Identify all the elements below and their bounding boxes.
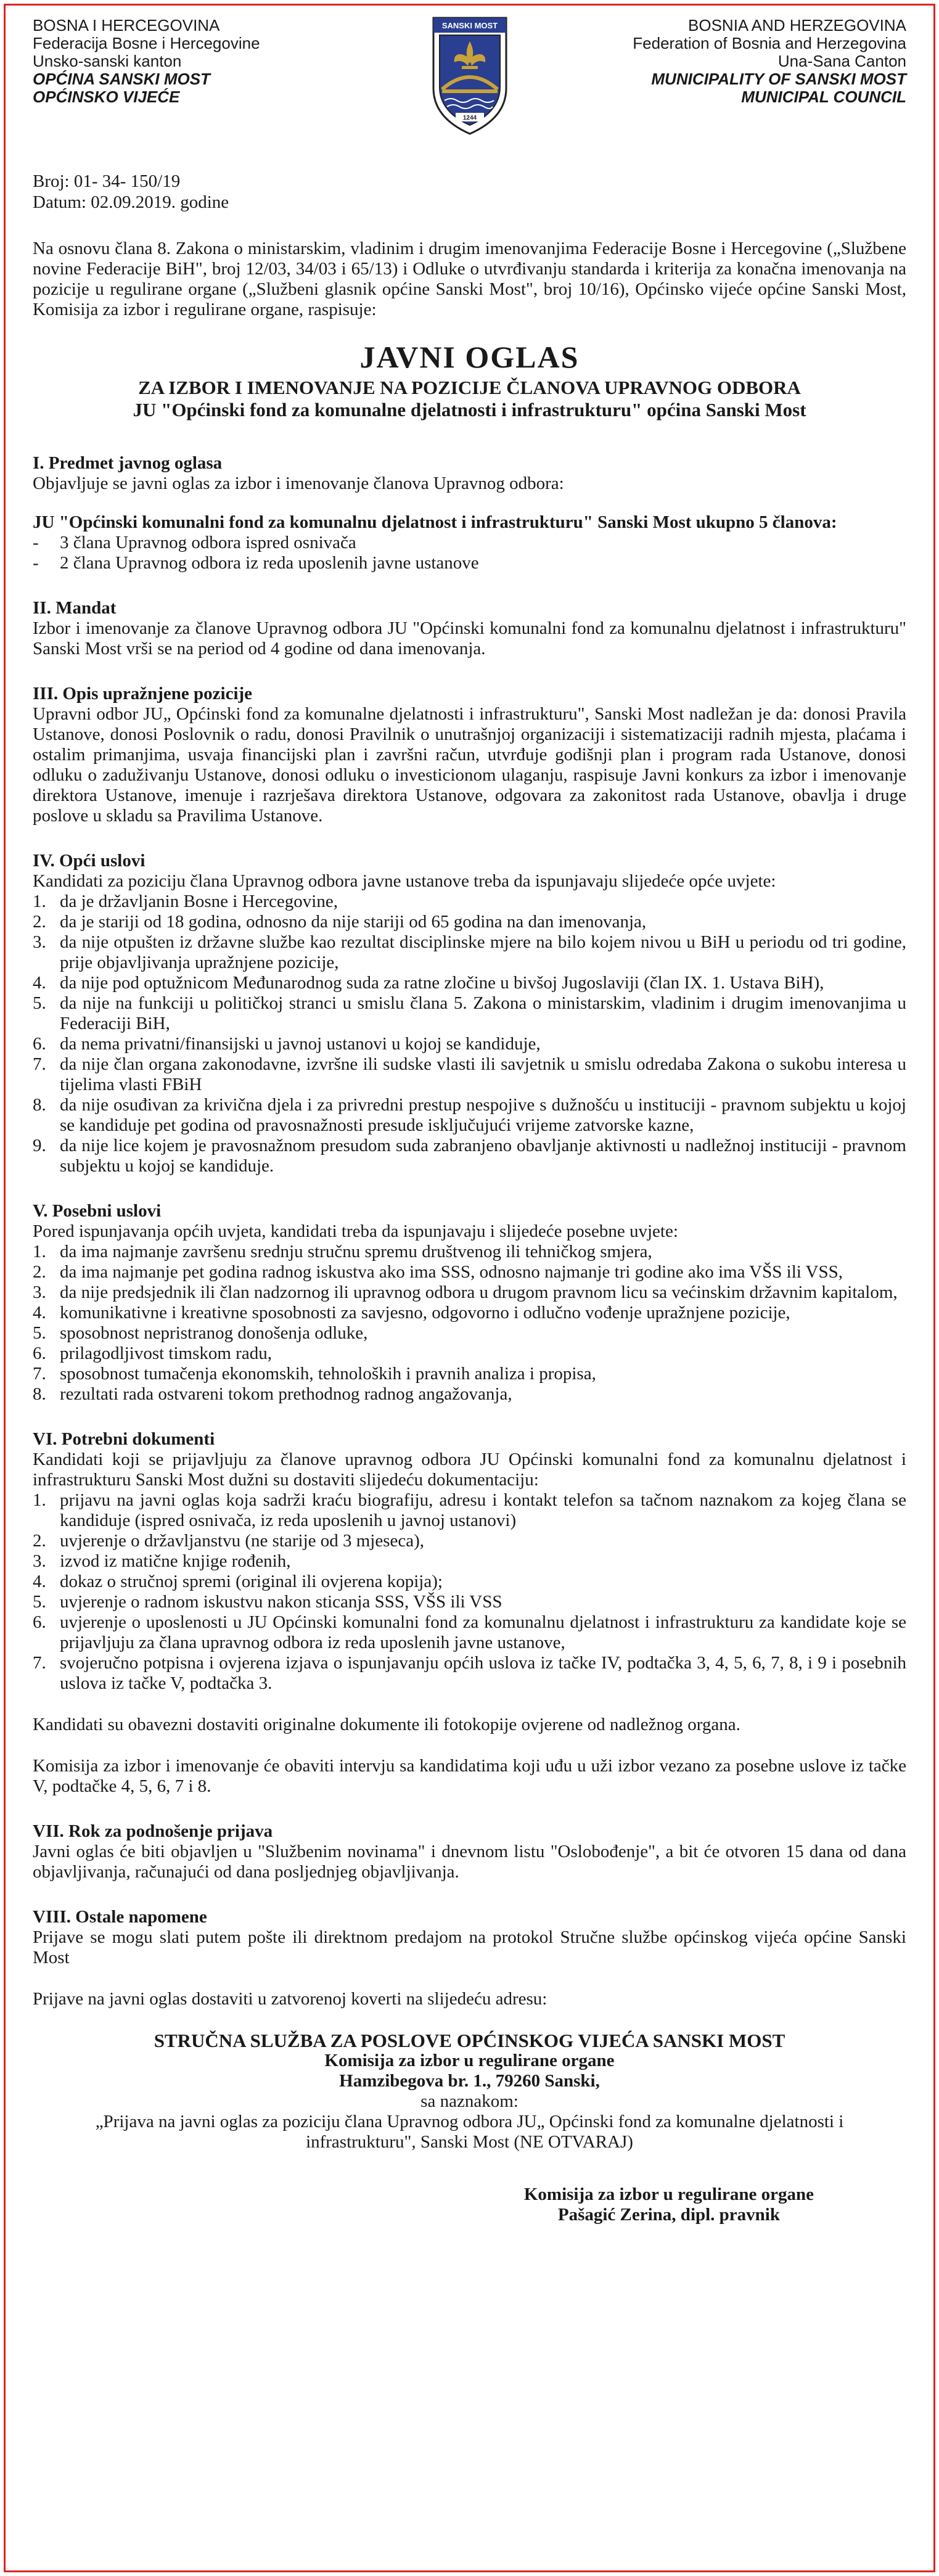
signatory-name: Pašagić Zerina, dipl. pravnik xyxy=(557,2205,780,2225)
list-item: 5. da nije na funkciji u političkoj stranci u smislu člana 5. Zakona o ministarskim, vladinim i drugim imenovanjima u Federaciji BiH, xyxy=(33,993,906,1033)
section-required-documents xyxy=(33,1429,906,1797)
list-item: 1. prijavu na javni oglas koja sadrži kraću biografiju, adresu i kontakt telefon sa tačnom naznakom za kojeg člana se kandiduje (ispred osnivača, iz reda uposlenih u javnoj ustanovi) xyxy=(33,1490,906,1530)
list-item: 5. sposobnost nepristranog donošenja odluke, xyxy=(33,1323,368,1343)
address-commission: Komisija za izbor u regulirane organe xyxy=(324,2051,615,2070)
address-note-label: sa naznakom: xyxy=(420,2091,519,2111)
list-item: 4. da nije pod optužnicom Međunarodnog suda za ratne zločine u bivšoj Jugoslaviji (član IX. 1. Ustava BiH), xyxy=(33,973,824,993)
section-heading: IV. Opći uslovi xyxy=(33,851,146,871)
svg-text:1244: 1244 xyxy=(462,115,477,121)
title-subtitle-2: JU "Općinski fond za komunalne djelatnosti i infrastrukturu" općina Sanski Most xyxy=(133,399,806,420)
section-special-conditions xyxy=(33,1201,906,1405)
legal-basis-paragraph: Na osnovu člana 8. Zakona o ministarskim, vladinim i drugim imenovanjima Federacije Bosne i Hercegovine („Službene novine Federacije BiH", broj 12/03, 34/03 i 65/13) i Odluke o utvrđivanju standarda i kriterija za konačna imenovanja na pozicije u regulirane organe („Službeni glasnik općine Sanski Most", broj 10/16), Općinsko vijeće općine Sanski Most, Komisija za izbor i regulirane organe, raspisuje: xyxy=(33,239,906,319)
signatory-body: Komisija za izbor u regulirane organe xyxy=(523,2184,814,2204)
section-other-notes xyxy=(33,1907,906,2009)
general-conditions-list xyxy=(33,892,906,1176)
section-position-description xyxy=(33,684,906,826)
address-street: Hamzibegova br. 1., 79260 Sanski, xyxy=(339,2071,600,2091)
list-item: 6. uvjerenje o uposlenosti u JU Općinski komunalni fond za komunalnu djelatnost i infrastrukturu za kandidate koje se prijavljuju za člana upravnog odbora iz reda uposlenih javne ustanove, xyxy=(33,1612,906,1652)
reference-number: Broj: 01- 34- 150/19 xyxy=(33,171,181,191)
list-item: 1. da je državljanin Bosne i Hercegovine, xyxy=(33,892,338,911)
municipality-name-en: MUNICIPALITY OF SANSKI MOST xyxy=(651,70,906,88)
section-text: Javni oglas će biti objavljen u "Službenim novinama" i dnevnom listu "Oslobođenje", a bit će otvoren 15 dana od dana objavljivanja, računajući od dana posljednjeg objavljivanja. xyxy=(33,1842,906,1882)
country-name-en: BOSNIA AND HERZEGOVINA xyxy=(688,16,906,35)
list-item: 7. sposobnost tumačenja ekonomskih, tehnoloških i pravnih analiza i propisa, xyxy=(33,1364,596,1384)
section-general-conditions xyxy=(33,851,906,1176)
section-heading: VI. Potrebni dokumenti xyxy=(33,1429,215,1449)
delivery-address xyxy=(33,2030,906,2152)
list-item: 4. dokaz o stručnoj spremi (original ili ovjerena kopija); xyxy=(33,1572,443,1591)
title-subtitle-1: ZA IZBOR I IMENOVANJE NA POZICIJE ČLANOVA UPRAVNOG ODBORA xyxy=(138,377,801,398)
document-meta xyxy=(33,171,906,213)
originals-note: Kandidati su obavezni dostaviti originalne dokumente ili fotokopije ovjerene od nadležnog organa. xyxy=(33,1715,740,1734)
announcement-title xyxy=(33,340,906,421)
address-envelope-label: „Prijava na javni oglas za poziciju člana Upravnog odbora JU„ Općinski fond za komunalne djelatnosti i infrastrukturu", Sanski Most (NE OTVARAJ) xyxy=(95,2112,844,2152)
list-item: 8. rezultati rada ostvareni tokom prethodnog radnog angažovanja, xyxy=(33,1384,512,1404)
section-text: Kandidati koji se prijavljuju za članove upravnog odbora JU Općinski komunalni fond za komunalnu djelatnost i infrastrukturu Sanski Most dužni su dostaviti slijedeću dokumentaciju: xyxy=(33,1450,906,1490)
section-heading: I. Predmet javnog oglasa xyxy=(33,453,223,473)
list-item: 9. da nije lice kojem je pravosnažnom presudom suda zabranjeno obavljanje aktivnosti u nadležnoj instituciji - pravnom subjektu u kojoj se kandiduje. xyxy=(33,1136,906,1176)
document-date: Datum: 02.09.2019. godine xyxy=(33,192,229,212)
list-item: 7. svojeručno potpisna i ovjerena izjava o ispunjavanju općih uslova iz tačke IV, podtačka 3, 4, 5, 6, 7, 8, i 9 i posebnih uslova iz tačke V, podtačka 3. xyxy=(33,1653,906,1693)
letterhead xyxy=(33,14,906,141)
list-item: 2. da ima najmanje pet godina radnog iskustva ako ima SSS, odnosno najmanje tri godine ako ima VŠS ili VSS, xyxy=(33,1262,843,1282)
letterhead-left xyxy=(33,17,260,106)
list-item: 2. da je stariji od 18 godina, odnosno da nije stariji od 65 godina na dan imenovanja, xyxy=(33,912,647,932)
section-mandate xyxy=(33,598,906,659)
list-item: 3. da nije predsjednik ili član nadzornog ili upravnog odbora u drugom pravnom licu sa većinskim državnim kapitalom, xyxy=(33,1282,898,1302)
section-text: Prijave se mogu slati putem pošte ili direktnom predajom na protokol Stručne službe općinskog vijeća općine Sanski Most xyxy=(33,1927,906,1967)
council-name-en: MUNICIPAL COUNCIL xyxy=(741,88,906,106)
member-list xyxy=(33,533,906,573)
municipal-crest-icon xyxy=(428,14,511,137)
svg-text:SANSKI MOST: SANSKI MOST xyxy=(441,21,498,30)
section-text: Upravni odbor JU„ Općinski fond za komunalne djelatnosti i infrastrukturu", Sanski Most nadležan je da: donosi Pravila Ustanove, donosi Poslovnik o radu, donosi Pravilnik o unutrašnjoj organizaciji i sistematizaciji radnih mjesta, plaćama i ostalim primanjima, usvaja financijski plan i završni račun, utvrđuje godišnji plan i program rada Ustanove, donosi odluku o zaduživanju Ustanove, donosi odluku o investicionom ulaganju, raspisuje Javni konkurs za izbor i imenovanje direktora Ustanove, imenuje i razrješava direktora Ustanove, odgovara za zakonitost rada Ustanove, obavlja i druge poslove u skladu sa Pravilima Ustanove. xyxy=(33,704,906,826)
list-item: 6. da nema privatni/finansijski u javnoj ustanovi u kojoj se kandiduje, xyxy=(33,1034,541,1054)
delivery-instruction: Prijave na javni oglas dostaviti u zatvorenoj koverti na slijedeću adresu: xyxy=(33,1989,547,2009)
canton-name-en: Una-Sana Canton xyxy=(777,52,906,70)
list-item: 5. uvjerenje o radnom iskustvu nakon sticanja SSS, VŠS ili VSS xyxy=(33,1592,502,1612)
section-text: Izbor i imenovanje za članove Upravnog odbora JU "Općinski komunalni fond za komunalnu djelatnost i infrastrukturu" Sanski Most vrši se na period od 4 godine od dana imenovanja. xyxy=(33,618,906,658)
special-conditions-list xyxy=(33,1242,906,1405)
list-item: 7. da nije član organa zakonodavne, izvršne ili sudske vlasti ili savjetnik u smislu odredaba Zakona o sukobu interesa u tijelima vlasti FBiH xyxy=(33,1054,906,1094)
section-bold-text: JU "Općinski komunalni fond za komunalnu djelatnost i infrastrukturu" Sanski Most ukupno 5 članova: xyxy=(33,512,837,532)
document-frame xyxy=(4,4,935,2572)
section-heading: VIII. Ostale napomene xyxy=(33,1907,207,1927)
section-heading: III. Opis upražnjene pozicije xyxy=(33,684,253,703)
section-heading: V. Posebni uslovi xyxy=(33,1201,162,1221)
list-item: 4. komunikativne i kreativne sposobnosti za savjesno, odgovorno i odlučno vođenje upražnjene pozicije, xyxy=(33,1303,790,1323)
list-item: 2. uvjerenje o državljanstvu (ne starije od 3 mjeseca), xyxy=(33,1531,425,1551)
country-name-local: BOSNA I HERCEGOVINA xyxy=(33,16,220,35)
section-text: Pored ispunjavanja općih uvjeta, kandidati treba da ispunjavaju i slijedeće posebne uvjete: xyxy=(33,1221,678,1241)
list-item: - 3 člana Upravnog odbora ispred osnivača xyxy=(33,533,356,552)
section-heading: VII. Rok za podnošenje prijava xyxy=(33,1821,273,1841)
federation-name-en: Federation of Bosnia and Herzegovina xyxy=(633,34,906,52)
section-heading: II. Mandat xyxy=(33,598,117,618)
letterhead-right xyxy=(633,17,906,106)
interview-note: Komisija za izbor i imenovanje će obaviti intervju sa kandidatima koji uđu u uži izbor vezano za posebne uslove iz tačke V, podtačke 4, 5, 6, 7 i 8. xyxy=(33,1756,906,1796)
section-text: Objavljuje se javni oglas za izbor i imenovanje članova Upravnog odbora: xyxy=(33,474,564,493)
list-item: 8. da nije osuđivan za krivična djela i za privredni prestup nespojive s dužnošću u instituciji - pravnom subjektu u kojoj se kandiduje pet godina od pravosnažnosti presude isključujući vrijeme zatvorske kazne, xyxy=(33,1095,906,1135)
federation-name-local: Federacija Bosne i Hercegovine xyxy=(33,34,260,52)
municipality-name-local: OPĆINA SANSKI MOST xyxy=(33,70,210,88)
council-name-local: OPĆINSKO VIJEĆE xyxy=(33,88,180,106)
title-main: JAVNI OGLAS xyxy=(359,340,580,374)
section-subject xyxy=(33,453,906,573)
section-text: Kandidati za poziciju člana Upravnog odbora javne ustanove treba da ispunjavaju slijedeće opće uvjete: xyxy=(33,871,776,891)
list-item: 3. da nije otpušten iz državne službe kao rezultat disciplinske mjere na bilo kojem nivou u BiH u periodu od tri godine, prije objavljivanja upražnjene pozicije, xyxy=(33,932,906,972)
documents-list xyxy=(33,1490,906,1694)
canton-name-local: Unsko-sanski kanton xyxy=(33,52,182,70)
list-item: 1. da ima najmanje završenu srednju stručnu spremu društvenog ili tehničkog smjera, xyxy=(33,1242,652,1261)
address-office: STRUČNA SLUŽBA ZA POSLOVE OPĆINSKOG VIJEĆA SANSKI MOST xyxy=(154,2030,785,2051)
signature-block xyxy=(33,2152,906,2225)
list-item: - 2 člana Upravnog odbora iz reda uposlenih javne ustanove xyxy=(33,553,479,573)
list-item: 6. prilagodljivost timskom radu, xyxy=(33,1343,272,1363)
list-item: 3. izvod iz matične knjige rođenih, xyxy=(33,1551,291,1571)
section-deadline xyxy=(33,1821,906,1882)
